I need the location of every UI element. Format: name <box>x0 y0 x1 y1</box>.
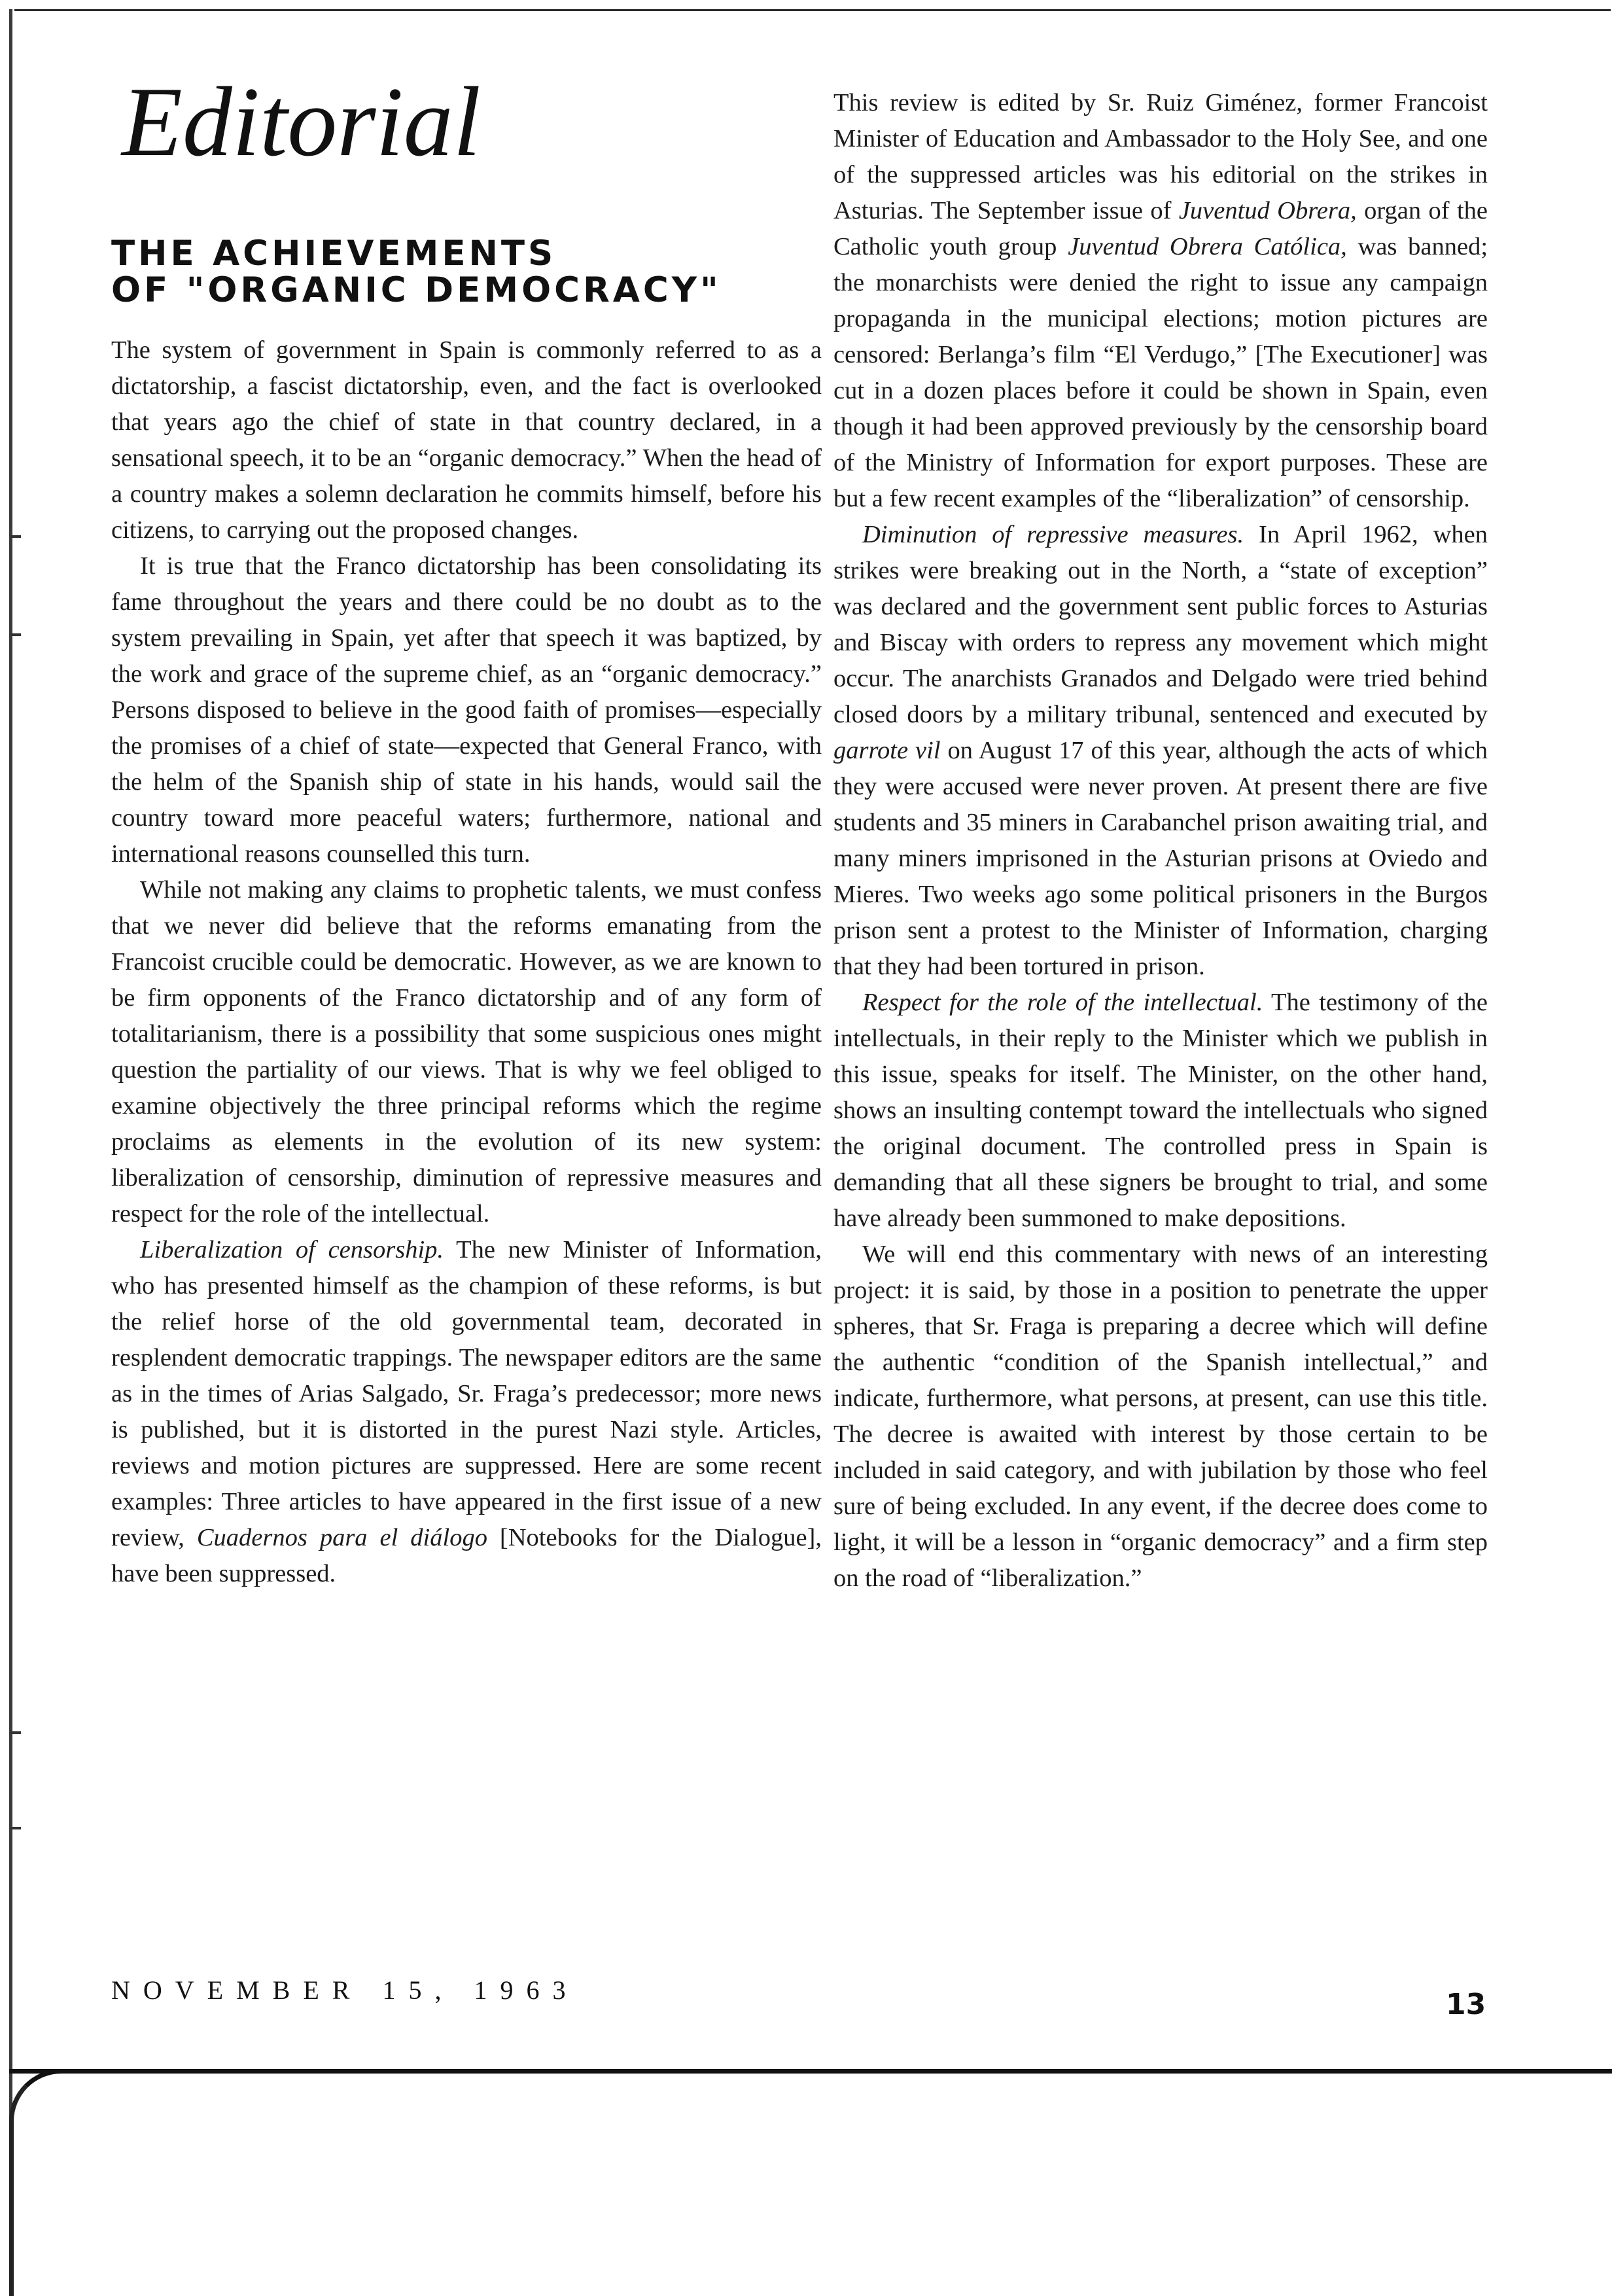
margin-mark <box>10 1731 21 1734</box>
paragraph: It is true that the Franco dictatorship has been consolidating its fame throughout the years and there could be no doubt as to the system prevailing in Spain, yet after that speech it was baptized, by the work and grace of the supreme chief, as an “organic democracy.” Persons disposed to believe in the good faith of promises—especially the promises of a chief of state—expected that General Franco, with the helm of the Spanish ship of state in his hands, would sail the country toward more peaceful waters; furthermore, national and international reasons counselled this turn. <box>111 552 822 868</box>
paragraph <box>833 517 1488 985</box>
organization-name: Juventud Obrera Católica, <box>1068 233 1347 260</box>
issue-date: NOVEMBER 15, 1963 <box>111 1975 579 2005</box>
paragraph-text: The testimony of the intellectuals, in their reply to the Minister which we publish in this issue, speaks for itself. The Minister, on the other hand, shows an insulting contempt toward the intellectuals who signed the original document. The controlled press in Spain is demanding that all these signers be brought to trial, and some have already been summoned to make depositions. <box>833 989 1488 1232</box>
article-headline <box>111 236 824 309</box>
bottom-border-rule <box>9 2069 1612 2074</box>
margin-mark <box>10 1827 21 1829</box>
paragraph-text: In April 1962, when strikes were breaking out in the North, a “state of exception” was declared and the government sent public forces to Asturias and Biscay with orders to repress any movement which might occur. The anarchists Granados and Delgado were tried behind closed doors by a military tribunal, sentenced and executed by <box>833 521 1488 728</box>
headline-line-2: OF "ORGANIC DEMOCRACY" <box>111 270 722 310</box>
right-text-column <box>833 85 1488 1597</box>
section-lead-in: Liberalization of censorship. <box>140 1236 444 1263</box>
headline-line-1: THE ACHIEVEMENTS <box>111 234 557 274</box>
paragraph-text: The new Minister of Information, who has presented himself as the champion of these reforms, is but the relief horse of the old governmental team, decorated in resplendent democratic trappings. The newspaper editors are the same as in the times of Arias Salgado, Sr. Fraga’s predecessor; more news is published, but it is distorted in the purest Nazi style. Articles, reviews and motion pictures are suppressed. Here are some recent examples: Three articles to have appeared in the first issue of a new review, <box>111 1236 822 1551</box>
paragraph: The system of government in Spain is commonly referred to as a dictatorship, a fascist dictatorship, even, and the fact is overlooked that years ago the chief of state in that country declared, in a sensational speech, it to be an “organic democracy.” When the head of a country makes a solemn declaration he commits himself, before his citizens, to carrying out the proposed changes. <box>111 336 822 544</box>
margin-mark <box>10 633 21 636</box>
paragraph-text: organ of the Catholic youth group <box>833 197 1488 260</box>
paragraph <box>833 85 1488 517</box>
left-border-rule <box>9 9 12 2293</box>
page-number: 13 <box>1446 1988 1486 2021</box>
paragraph-text: was banned; the monarchists were denied the right to issue any campaign propaganda in the municipal elections; motion pictures are censored: Berlanga’s film “El Verdugo,” [The Executioner] was cut in a dozen places before it could be shown in Spain, even though it had been approved previously by the censorship board of the Ministry of Information for export purposes. These are but a few recent examples of the “liberalization” of censorship. <box>833 233 1488 512</box>
bottom-corner-curve <box>9 2069 118 2296</box>
top-border-rule <box>14 9 1611 11</box>
paragraph: While not making any claims to prophetic talents, we must confess that we never did believe that the reforms emanating from the Francoist crucible could be democratic. However, as we are known to be firm opponents of the Franco dictatorship and of any form of totalitarianism, there is a possibility that some suspicious ones might question the partiality of our views. That is why we feel obliged to examine objectively the three principal reforms which the regime proclaims as elements in the evolution of its new system: liberalization of censorship, diminution of repressive measures and respect for the role of the intellectual. <box>111 876 822 1227</box>
paragraph <box>111 1232 822 1592</box>
left-text-column <box>111 332 822 1592</box>
section-lead-in: Respect for the role of the intellectual. <box>862 989 1263 1016</box>
paragraph: We will end this commentary with news of an interesting project: it is said, by those in a position to penetrate the upper spheres, that Sr. Fraga is preparing a decree which will define the authentic “condition of the Spanish intellectual,” and indicate, furthermore, what persons, at present, can use this title. The decree is awaited with interest by those certain to be included in said category, and with jubilation by those who feel sure of being excluded. In any event, if the decree does come to light, it will be a lesson in “organic democracy” and a firm step on the road of “liberalization.” <box>833 1241 1488 1592</box>
paragraph <box>833 985 1488 1237</box>
section-lead-in: Diminution of repressive measures. <box>862 521 1244 548</box>
masthead-title: Editorial <box>122 67 481 177</box>
margin-mark <box>10 535 21 538</box>
paragraph-text: on August 17 of this year, although the acts of which they were accused were never proven. At present there are five students and 35 miners in Carabanchel prison awaiting trial, and many miners imprisoned in the Asturian prisons at Oviedo and Mieres. Two weeks ago some political prisoners in the Burgos prison sent a protest to the Minister of Information, charging that they had been tortured in prison. <box>833 737 1488 980</box>
paragraph-text: This review is edited by Sr. Ruiz Giménez, former Francoist Minister of Education and Ambassador to the Holy See, and one of the suppressed articles was his editorial on the strikes in Asturias. The September issue of <box>833 89 1488 224</box>
paragraph-text: [Notebooks for the Dialogue], have been suppressed. <box>111 1524 822 1587</box>
publication-title: Cuadernos para el diálogo <box>196 1524 487 1551</box>
publication-title: Juventud Obrera, <box>1178 197 1357 224</box>
italic-term: garrote vil <box>833 737 941 764</box>
